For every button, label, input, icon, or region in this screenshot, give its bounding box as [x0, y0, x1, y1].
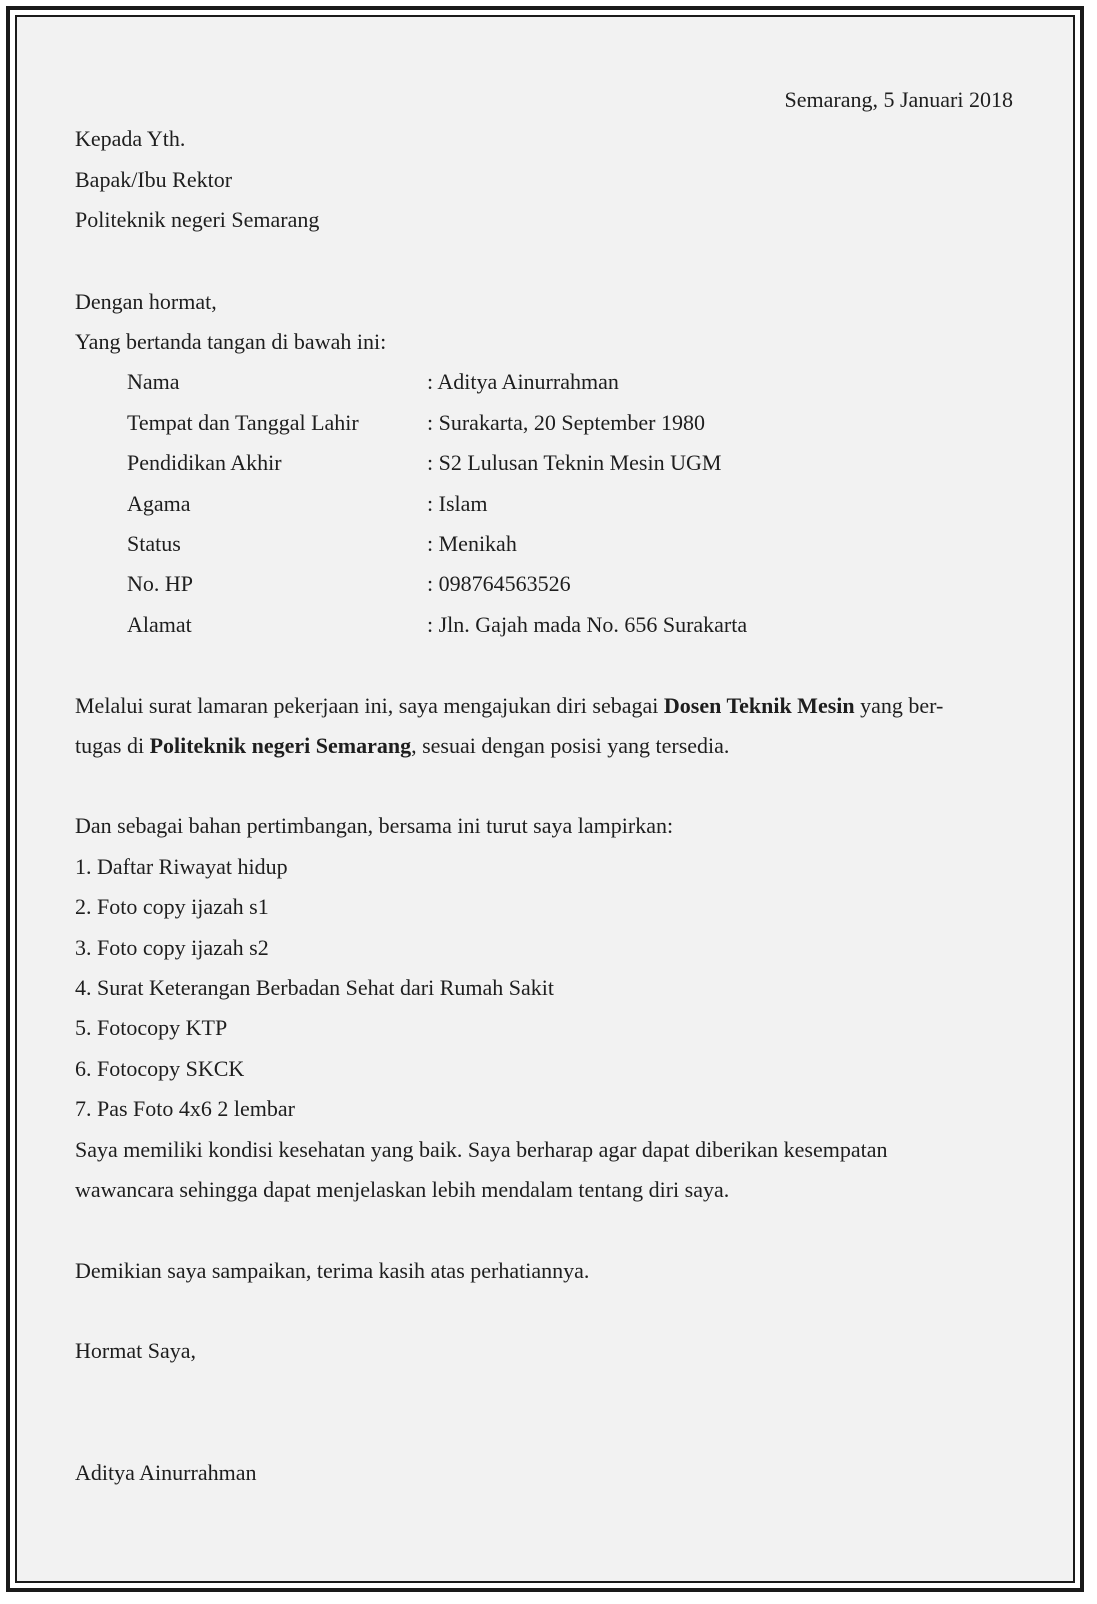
letter-date: Semarang, 5 Januari 2018 [784, 87, 1013, 112]
body-text: , sesuai dengan posisi yang tersedia. [411, 733, 730, 758]
field-value-pendidikan: : S2 Lulusan Teknin Mesin UGM [427, 450, 722, 475]
field-label-alamat: Alamat [127, 612, 192, 637]
position-title: Dosen Teknik Mesin [663, 693, 855, 718]
body-paragraph-line-2 [75, 725, 729, 766]
field-value-status: : Menikah [427, 531, 517, 556]
letter-outer-border [6, 6, 1084, 1592]
field-value-hp: : 098764563526 [427, 571, 571, 596]
recipient-line-2: Bapak/Ibu Rektor [75, 167, 233, 192]
attachment-item: 3. Foto copy ijazah s2 [75, 935, 269, 960]
greeting: Dengan hormat, [75, 289, 217, 314]
attachment-item: 2. Foto copy ijazah s1 [75, 894, 269, 919]
recipient-line-1: Kepada Yth. [75, 126, 186, 151]
signoff: Hormat Saya, [75, 1338, 196, 1363]
health-paragraph-line-1: Saya memiliki kondisi kesehatan yang baik. Saya berharap agar dapat diberikan kesempatan [75, 1137, 888, 1162]
closing-text: Demikian saya sampaikan, terima kasih atas perhatiannya. [75, 1258, 590, 1283]
signature-name: Aditya Ainurrahman [75, 1460, 257, 1485]
field-value-nama: : Aditya Ainurrahman [427, 369, 619, 394]
letter-inner-border [15, 15, 1075, 1583]
letter-body [17, 17, 1073, 1581]
attachment-item: 1. Daftar Riwayat hidup [75, 854, 288, 879]
field-label-ttl: Tempat dan Tanggal Lahir [127, 410, 359, 435]
body-text: Melalui surat lamaran pekerjaan ini, saya mengajukan diri sebagai [75, 693, 664, 718]
body-text: yang ber- [854, 693, 944, 718]
body-paragraph-line-1 [75, 685, 943, 726]
body-text: tugas di [75, 733, 150, 758]
health-paragraph-line-2: wawancara sehingga dapat menjelaskan lebih mendalam tentang diri saya. [75, 1177, 730, 1202]
attachment-item: 4. Surat Keterangan Berbadan Sehat dari Rumah Sakit [75, 975, 554, 1000]
attachments-intro: Dan sebagai bahan pertimbangan, bersama ini turut saya lampirkan: [75, 813, 674, 838]
recipient-line-3: Politeknik negeri Semarang [75, 207, 320, 232]
field-label-status: Status [127, 531, 181, 556]
attachment-item: 7. Pas Foto 4x6 2 lembar [75, 1096, 295, 1121]
attachment-item: 5. Fotocopy KTP [75, 1015, 228, 1040]
institution-name: Politeknik negeri Semarang [149, 733, 412, 758]
attachment-item: 6. Fotocopy SKCK [75, 1056, 245, 1081]
field-value-alamat: : Jln. Gajah mada No. 656 Surakarta [427, 612, 748, 637]
field-label-pendidikan: Pendidikan Akhir [127, 450, 282, 475]
field-label-agama: Agama [127, 491, 191, 516]
field-value-agama: : Islam [427, 491, 488, 516]
intro-text: Yang bertanda tangan di bawah ini: [75, 329, 387, 354]
field-label-nama: Nama [127, 369, 180, 394]
field-label-hp: No. HP [127, 571, 194, 596]
field-value-ttl: : Surakarta, 20 September 1980 [427, 410, 705, 435]
